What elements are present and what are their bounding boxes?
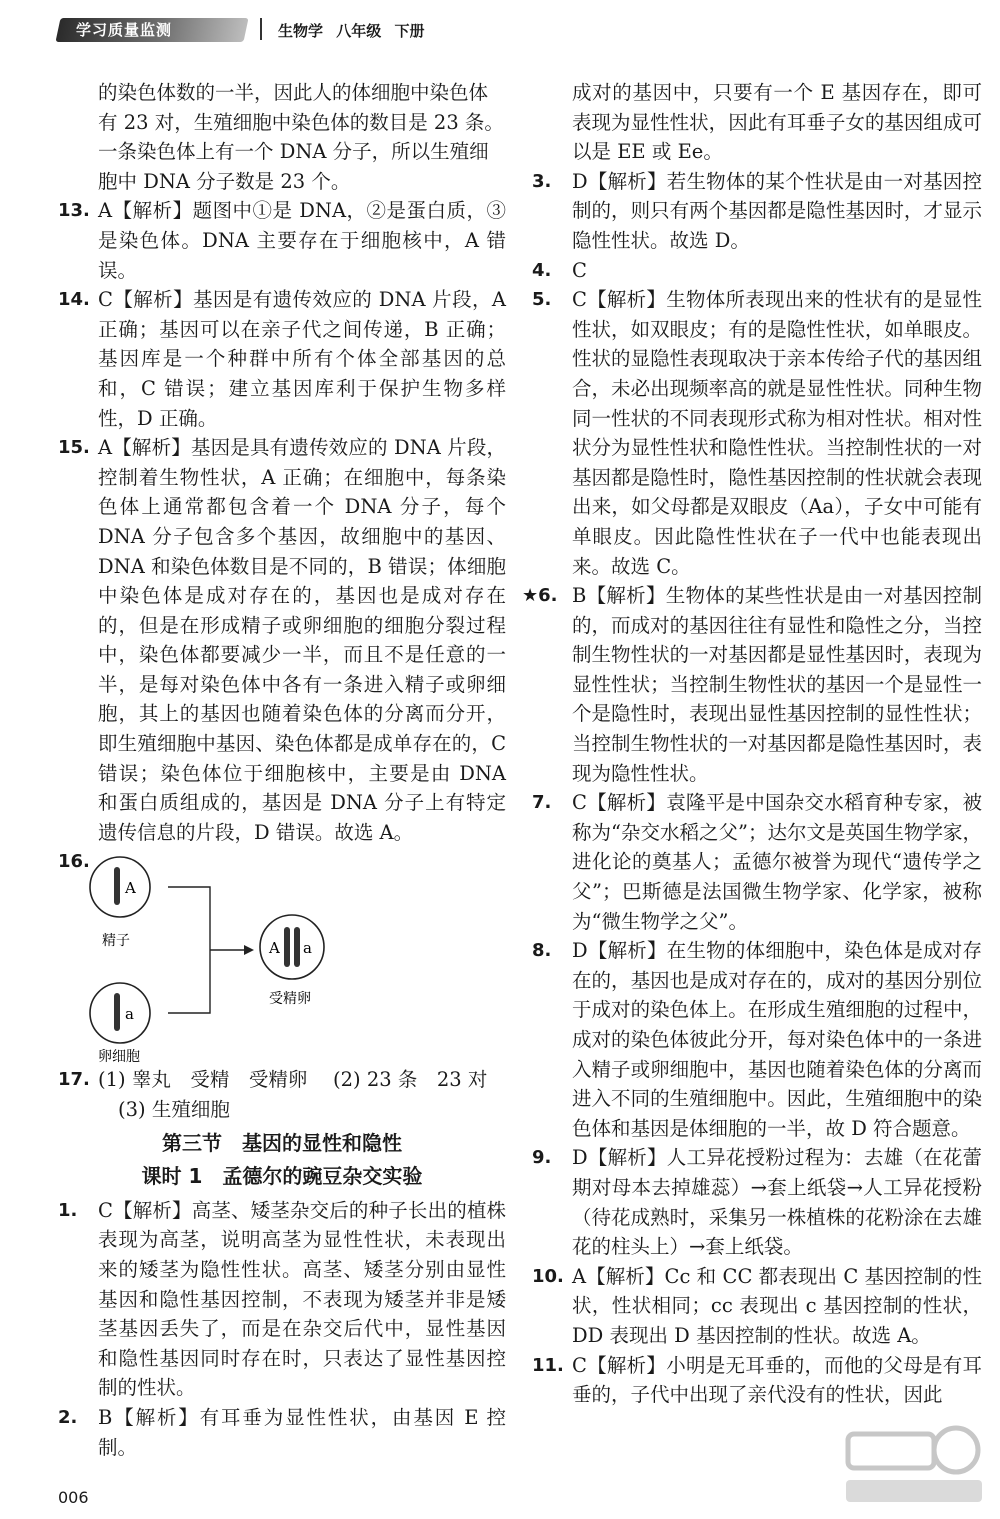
question-number: 15.: [58, 437, 90, 459]
answer-text: D【解析】若生物体的某个性状是由一对基因控制的，则只有两个基因都是隐性基因时，才显示隐性性状。故选 D。: [572, 169, 982, 252]
continued-line: 的染色体数的一半，因此人的体细胞中染色体: [98, 81, 489, 104]
chromosome-icon: [294, 927, 300, 967]
gene-label-A: A: [269, 939, 280, 958]
question-number: 11.: [532, 1354, 564, 1376]
question-number: 17.: [58, 1069, 90, 1091]
question-number: 5.: [532, 289, 552, 311]
answer-1: [58, 1196, 506, 1403]
answer-text: A【解析】题图中①是 DNA，②是蛋白质，③是染色体。DNA 主要存在于细胞核中，A 错误。: [98, 199, 506, 282]
gene-label-A: A: [125, 879, 136, 898]
answer-text: D【解析】人工异花授粉过程为：去雄（在花蕾期对母本去掉雄蕊）→套上纸袋→人工异花授粉（待花成熟时，采集另一株植株的花粉涂在去雄花的柱头上）→套上纸袋。: [572, 1146, 982, 1259]
answer-11: [532, 1351, 982, 1410]
right-column: [522, 78, 982, 1410]
grade: 八年级: [336, 22, 382, 40]
fertilization-diagram: [88, 847, 408, 1065]
chromosome-icon: [114, 993, 120, 1031]
subject: 生物学: [278, 22, 324, 40]
gene-label-a: a: [303, 939, 312, 958]
sperm-label: 精子: [102, 933, 130, 950]
zygote-label: 受精卵: [269, 991, 311, 1008]
answer-15: [58, 433, 506, 847]
lesson-title: 课时 1 孟德尔的豌豆杂交实验: [141, 1164, 423, 1189]
question-number: 16.: [58, 851, 90, 873]
answer-text: C【解析】生物体所表现出来的性状有的是显性性状，如双眼皮；有的是隐性性状，如单眼皮。性状的显隐性表现取决于亲本传给子代的基因组合，未必出现频率高的就是显性性状。同种生物同一性状的不同表现形式称为相对性状。相对性状分为显性性状和隐性性状。当控制性状的一对基因都是隐性时，隐性基因控制的性状就会表现出来，如父母都是双眼皮（Aa），子女中可能有单眼皮。因此隐性性状在子一代中也能表现出来。故选 C。: [572, 288, 982, 578]
question-number: 13.: [58, 200, 90, 222]
question-number: 8.: [532, 940, 552, 962]
gene-label-a: a: [125, 1005, 134, 1024]
answer-17: [58, 1065, 506, 1124]
page-header: [40, 10, 960, 48]
answer-2: [58, 1403, 506, 1462]
answer-text: C【解析】基因是有遗传效应的 DNA 片段，A 正确；基因可以在亲子代之间传递，B 正确；基因库是一个种群中所有个体全部基因的总和，C 错误；建立基因库利于保护生物多样性，D 正确。: [98, 288, 506, 430]
header-subtitle: [278, 20, 425, 41]
question-number: 10.: [532, 1265, 564, 1287]
question-number: 3.: [532, 170, 552, 192]
answer-3: [532, 167, 982, 256]
answer-text: C【解析】小明是无耳垂的，而他的父母是有耳垂的，子代中出现了亲代没有的性状，因此: [572, 1353, 982, 1407]
chromosome-icon: [114, 867, 120, 905]
answer-text: (1) 睾丸 受精 受精卵 (2) 23 条 23 对: [98, 1068, 488, 1092]
answer-9: [532, 1143, 982, 1261]
answer-7: [532, 788, 982, 936]
question-number: 9.: [532, 1147, 552, 1169]
connector-line: [168, 887, 210, 1013]
answer-text: C【解析】袁隆平是中国杂交水稻育种专家，被称为“杂交水稻之父”；达尔文是英国生物学家，进化论的奠基人；孟德尔被誉为现代“遗传学之父”；巴斯德是法国微生物学家、化学家，被称为“微生物学之父”。: [572, 791, 982, 933]
question-number: 1.: [58, 1199, 78, 1221]
question-number: 2.: [58, 1406, 78, 1428]
answer-text: B【解析】有耳垂为显性性状，由基因 E 控制。: [98, 1405, 506, 1459]
question-number: 7.: [532, 792, 552, 814]
chromosome-icon: [284, 927, 290, 967]
egg-label: 卵细胞: [98, 1049, 140, 1066]
answer-14: [58, 285, 506, 433]
continued-text: 成对的基因中，只要有一个 E 基因存在，即可表现为显性性状，因此有耳垂子女的基因组成可以是 EE 或 Ee。: [572, 81, 982, 164]
continued-line: 有 23 对，生殖细胞中染色体的数目是 23 条。: [98, 110, 504, 134]
brand-title: 学习质量监测: [76, 21, 173, 39]
answer-8: [532, 936, 982, 1143]
answer-text: A【解析】Cc 和 CC 都表现出 C 基因控制的性状，性状相同；cc 表现出 c 基因控制的性状，DD 表现出 D 基因控制的性状。故选 A。: [572, 1264, 982, 1347]
arrow-head-icon: [244, 945, 254, 955]
volume: 下册: [394, 22, 425, 40]
answer-text: A【解析】基因是具有遗传效应的 DNA 片段，控制着生物性状，A 正确；在细胞中，每条染色体上通常都包含着一个 DNA 分子，每个 DNA 分子包含多个基因，故细胞中的基因、DNA 和染色体数目是不同的，B 错误；体细胞中染色体是成对存在的，基因也是成对存在的，但是在形成精子或卵细胞的细胞分裂过程中，染色体都要减少一半，而且不是任意的一半，是每对染色体中各有一条进入精子或卵细胞，其上的基因也随着染色体的分离而分开，即生殖细胞中基因、染色体都是成单存在的，C 错误；染色体位于细胞核中，主要是由 DNA 和蛋白质组成的，基因是 DNA 分子上有特定遗传信息的片段，D 错误。故选 A。: [98, 436, 506, 844]
answer-4: [532, 256, 982, 286]
continued-line: 胞中 DNA 分子数是 23 个。: [98, 169, 351, 193]
answer-10: [532, 1262, 982, 1351]
left-column: [58, 78, 506, 1462]
answer-text: D【解析】在生物的体细胞中，染色体是成对存在的，基因也是成对存在的，成对的基因分别位于成对的染色体上。在形成生殖细胞的过程中，成对的染色体彼此分开，每对染色体中的一条进入精子或卵细胞中，基因也随着染色体的分离而进入不同的生殖细胞中。因此，生殖细胞中的染色体和基因是体细胞的一半，故 D 符合题意。: [572, 939, 982, 1140]
section-title: 第三节 基因的显性和隐性: [162, 1130, 402, 1155]
answer-6: [522, 581, 982, 788]
answer-text: B【解析】生物体的某些性状是由一对基因控制的，而成对的基因往往有显性和隐性之分，当控制生物性状的一对基因都是显性基因时，表现为显性性状；当控制生物性状的基因一个是显性一个是隐性时，表现出显性基因控制的显性性状；当控制生物性状的一对基因都是隐性基因时，表现为隐性性状。: [572, 584, 982, 785]
watermark-logo: [838, 1420, 988, 1510]
question-number: 14.: [58, 289, 90, 311]
question-number: 4.: [532, 259, 552, 281]
answer-text: (3) 生殖细胞: [118, 1098, 230, 1122]
answer-5: [532, 285, 982, 581]
answer-text: C: [572, 258, 587, 282]
answer-13: [58, 196, 506, 285]
question-number: ★6.: [522, 585, 558, 607]
continued-line: 一条染色体上有一个 DNA 分子，所以生殖细: [98, 140, 489, 164]
answer-16: [58, 847, 506, 1065]
header-divider: [260, 18, 262, 40]
answer-text: C【解析】高茎、矮茎杂交后的种子长出的植株表现为高茎，说明高茎为显性性状，未表现出来的矮茎为隐性性状。高茎、矮茎分别由显性基因和隐性基因控制，不表现为矮茎并非是矮茎基因丢失了，而是在杂交后代中，显性基因和隐性基因同时存在时，只表达了显性基因控制的性状。: [98, 1198, 506, 1400]
page-number: 006: [58, 1488, 89, 1507]
